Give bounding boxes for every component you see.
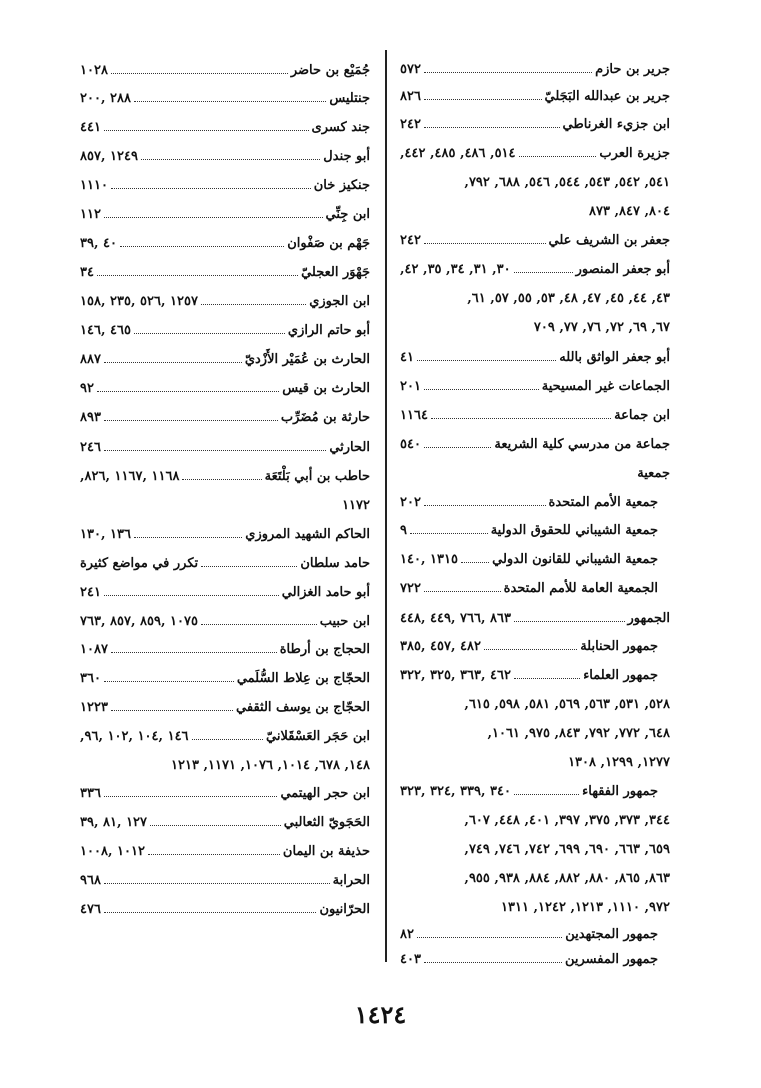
index-entry (80, 607, 370, 636)
entry-name: حارثة بن مُضَرِّب (280, 410, 370, 425)
index-entry (400, 748, 670, 778)
dot-leader (104, 786, 278, 797)
entry-pages: تكرر في مواضع كثيرة (80, 556, 199, 571)
index-entry (400, 111, 670, 139)
entry-pages: ٢٤٦ (80, 440, 101, 455)
index-entry (400, 806, 670, 835)
entry-pages: ٣٠, ٣١, ٣٤, ٣٥, ٤٢, (400, 262, 511, 277)
index-entry (80, 722, 370, 751)
index-column-left (80, 56, 370, 924)
entry-pages: ٥٤١, ٥٤٢, ٥٤٣, ٥٤٤, ٥٤٦, ٦٨٨, ٧٩٢, (464, 175, 670, 190)
entry-pages: ١٠٧٥ ,٨٥٩ ,٨٥٧ ,٧٦٣ (80, 614, 198, 629)
index-entry (80, 113, 370, 142)
dot-leader (104, 902, 316, 913)
entry-name: ابن حَجَر العَسْقَلانيّ (265, 729, 370, 744)
dot-leader (431, 408, 611, 419)
entry-name: أبو جعفر المنصور (575, 262, 670, 277)
entry-name: جَهْم بن صَفْوان (287, 236, 370, 251)
entry-name: أبو جعفر الواثق بالله (559, 350, 670, 365)
entry-pages: ٣٤٠ ,٣٣٩ ,٣٢٤ ,٣٢٣ (400, 784, 511, 799)
index-entry (400, 778, 670, 806)
dot-leader (182, 469, 261, 480)
index-entry (80, 895, 370, 924)
entry-pages: ٣٤ (80, 265, 94, 280)
index-entry (400, 83, 670, 111)
dot-leader (192, 729, 263, 740)
index-entry (80, 403, 370, 433)
dot-leader (104, 440, 326, 451)
entry-name: الحجّاج بن يوسف الثقفي (236, 700, 370, 715)
entry-name: جزيرة العرب (599, 146, 670, 161)
entry-pages: ٣٣٦ (80, 786, 101, 801)
entry-pages: ٢٠١ (400, 379, 421, 394)
dot-leader (519, 146, 597, 157)
index-entry (400, 139, 670, 168)
entry-name: جمهور العلماء (583, 668, 658, 683)
entry-name: الحرابة (332, 873, 370, 888)
entry-name: جمهور المفسرين (564, 952, 658, 967)
index-entry (400, 343, 670, 372)
dot-leader (201, 294, 306, 305)
entry-pages: ٤٠٣ (400, 952, 421, 967)
dot-leader (514, 262, 573, 273)
index-entry (80, 142, 370, 171)
entry-name: جمهور الحنابلة (580, 639, 658, 654)
dot-leader (514, 611, 625, 622)
entry-pages: ١٤٨, ٦٧٨, ١٠١٤, ١٠٧٦, ١١٧١, ١٢١٣ (171, 758, 370, 773)
dot-leader (111, 642, 277, 653)
dot-leader (104, 873, 330, 884)
entry-name: جرير بن حازم (595, 62, 670, 77)
entry-pages: ٨٩٣ (80, 410, 101, 425)
entry-pages: ٧٢٢ (400, 581, 421, 596)
entry-pages: ٨٨٧ (80, 352, 101, 367)
index-entry (80, 780, 370, 808)
entry-pages: ٢٠٢ (400, 495, 421, 510)
entry-pages: ١٢٥٧ ,٥٢٦ ,٢٣٥ ,١٥٨ (80, 294, 198, 309)
entry-pages: ٤٤١ (80, 120, 101, 135)
entry-name: ابن الجوزي (309, 294, 370, 309)
index-entry (400, 633, 670, 661)
entry-name: أبو حاتم الرازي (287, 323, 370, 338)
index-entry (400, 690, 670, 719)
entry-pages: ١٣١٥ ,١٤٠ (400, 552, 458, 567)
entry-name: الحَجَويّ الثعالبي (283, 815, 370, 830)
index-entry (400, 401, 670, 430)
entry-pages: ٤٦٢ ,٣٦٣ ,٣٢٥ ,٣٢٢ (400, 668, 511, 683)
entry-pages: ١١٦٤ (400, 408, 428, 423)
entry-name: الحارث بن قيس (282, 381, 370, 396)
index-column-right (400, 56, 670, 972)
entry-pages: ٢٤٢ (400, 233, 421, 248)
entry-name: الحاكم الشهيد المروزي (245, 527, 370, 542)
entry-pages: ٩٦٨ (80, 873, 101, 888)
entry-name: جمعية الأمم المتحدة (548, 495, 658, 510)
entry-name: جمعية الشيباني للقانون الدولي (492, 552, 658, 567)
dot-leader (120, 236, 284, 247)
dot-leader (417, 927, 562, 938)
index-entry (80, 693, 370, 722)
dot-leader (424, 437, 491, 448)
entry-pages: ٨٦٣ ,٧٦٦ ,٤٤٩ ,٤٤٨ (400, 611, 511, 626)
entry-pages: ٢٨٨ ,٢٠٠ (80, 91, 131, 106)
dot-leader (104, 671, 234, 682)
entry-pages: ١٤٦ ,١٠٤ ,١٠٢ ,٩٦, (80, 729, 189, 744)
dot-leader (484, 639, 577, 650)
entry-pages: ٦٧, ٦٩, ٧٢, ٧٦, ٧٧, ٧٠٩ (533, 320, 670, 335)
dot-leader (104, 410, 278, 421)
entry-name: جَهْوَر العجليّ (301, 265, 370, 280)
index-entry (400, 947, 670, 972)
entry-pages: ١١٦٨ ,١١٦٧ ,٨٢٦, (80, 469, 180, 484)
index-entry (80, 85, 370, 113)
index-entry (80, 171, 370, 200)
entry-pages: ٥٢٨, ٥٣١, ٥٦٣, ٥٦٩, ٥٨١, ٥٩٨, ٦١٥, (464, 697, 670, 712)
entry-name: الحرّانيون (319, 902, 370, 917)
index-entry (80, 837, 370, 866)
entry-name: ابن جزيء الغرناطي (562, 117, 670, 132)
index-entry (400, 922, 670, 947)
entry-pages: ٤١ (400, 350, 414, 365)
dot-leader (134, 323, 285, 334)
dot-leader (104, 207, 323, 218)
dot-leader (514, 784, 579, 795)
entry-name: جند كسرى (311, 120, 370, 135)
index-entry (400, 661, 670, 690)
entry-pages: ١٢٧ ,٨١ ,٣٩ (80, 815, 148, 830)
column-divider (385, 50, 387, 962)
entry-pages: ٤٨٢ ,٤٥٧ ,٣٨٥ (400, 639, 481, 654)
entry-name: جمهور الفقهاء (582, 784, 658, 799)
entry-pages: ٦٤٨, ٧٧٢, ٧٩٢, ٨٤٣, ٩٧٥, ١٠٦١, (487, 726, 670, 741)
index-entry (80, 229, 370, 258)
entry-pages: ١١١٠ (80, 178, 108, 193)
dot-leader (424, 233, 546, 244)
page-number: ١٤٢٤ (354, 1000, 407, 1029)
dot-leader (201, 556, 297, 567)
index-entry (80, 287, 370, 316)
entry-name: الحجّاج بن عِلاط السُّلَمي (236, 671, 370, 686)
index-entry (80, 462, 370, 491)
entry-pages: ٨٢ (400, 927, 414, 942)
entry-name: الحجاج بن أرطاة (279, 642, 370, 657)
index-entry (400, 255, 670, 284)
entry-pages: ١٠٢٨ (80, 63, 108, 78)
dot-leader (514, 668, 580, 679)
dot-leader (424, 62, 592, 73)
entry-pages: ٩ (400, 523, 407, 538)
index-entry (400, 430, 670, 459)
index-entry (80, 491, 370, 520)
dot-leader (424, 952, 562, 963)
entry-name: جمعية الشيباني للحقوق الدولية (490, 523, 658, 538)
index-entry (80, 866, 370, 895)
dot-leader (104, 120, 309, 131)
entry-name: الجمهور (627, 611, 670, 626)
dot-leader (111, 700, 233, 711)
entry-pages: ١٢٧٧, ١٢٩٩, ١٣٠٨ (568, 755, 670, 770)
entry-name: ابن حبيب (319, 614, 370, 629)
entry-name: حذيفة بن اليمان (282, 844, 370, 859)
entry-name: الحارثي (329, 440, 370, 455)
index-entry (80, 56, 370, 85)
entry-pages: ٨٢٦ (400, 89, 421, 104)
dot-leader (97, 381, 279, 392)
entry-pages: ٥٤٠ (400, 437, 421, 452)
dot-leader (141, 149, 320, 160)
index-entry (400, 168, 670, 197)
index-entry (80, 433, 370, 462)
index-entry (400, 893, 670, 922)
dot-leader (134, 527, 242, 538)
entry-pages: ٤٧٦ (80, 902, 101, 917)
entry-name: جمعية (637, 466, 670, 481)
entry-pages: ١٢٤٩ ,٨٥٧ (80, 149, 138, 164)
index-entry (80, 258, 370, 287)
index-entry (400, 372, 670, 401)
entry-name: جمهور المجتهدين (565, 927, 658, 942)
entry-name: حامد سلطان (300, 556, 370, 571)
entry-pages: ١٠١٢ ,١٠٠٨ (80, 844, 145, 859)
dot-leader (111, 178, 311, 189)
entry-pages: ٩٢ (80, 381, 94, 396)
entry-pages: ٢٤١ (80, 585, 101, 600)
dot-leader (201, 614, 317, 625)
index-entry (400, 488, 670, 517)
entry-pages: ٢٤٢ (400, 117, 421, 132)
index-entry (80, 520, 370, 549)
dot-leader (417, 350, 556, 361)
dot-leader (104, 352, 242, 363)
entry-pages: ٨٦٣, ٨٦٥, ٨٨٠, ٨٨٢, ٨٨٤, ٩٣٨, ٩٥٥, (464, 871, 670, 886)
dot-leader (134, 91, 326, 102)
index-entry (80, 664, 370, 693)
dot-leader (111, 63, 288, 74)
entry-pages: ٦٥٩, ٦٦٣, ٦٩٠, ٦٩٩, ٧٤٢, ٧٤٦, ٧٤٩, (464, 842, 670, 857)
dot-leader (97, 265, 298, 276)
dot-leader (150, 815, 281, 826)
dot-leader (410, 523, 488, 534)
dot-leader (461, 552, 489, 563)
index-entry (80, 200, 370, 229)
dot-leader (148, 844, 280, 855)
entry-pages: ٨٠٤, ٨٤٧, ٨٧٣ (589, 204, 670, 219)
index-entry (400, 226, 670, 255)
entry-pages: ٣٤٤, ٣٧٣, ٣٧٥, ٣٩٧, ٤٠١, ٤٤٨, ٦٠٧, (464, 813, 670, 828)
index-entry (400, 835, 670, 864)
entry-name: جعفر بن الشريف علي (548, 233, 670, 248)
index-entry (80, 345, 370, 374)
index-entry (400, 864, 670, 893)
entry-pages: ٩٧٢, ١١١٠, ١٢١٣, ١٢٤٢, ١٣١١ (501, 900, 670, 915)
entry-name: حاطب بن أبي بَلْتَعَة (264, 469, 370, 484)
index-entry (80, 751, 370, 780)
index-entry (400, 604, 670, 633)
entry-name: جرير بن عبدالله البَجَليّ (544, 89, 670, 104)
entry-pages: ٤٦٥ ,١٤٦ (80, 323, 131, 338)
index-entry (80, 316, 370, 345)
index-entry (400, 517, 670, 545)
entry-pages: ٥١٤, ٤٨٦, ٤٨٥, ٤٤٢, (400, 146, 516, 161)
entry-pages: ٤٣, ٤٤, ٤٥, ٤٧, ٤٨, ٥٣, ٥٥, ٥٧, ٦١, (467, 291, 670, 306)
index-entry (400, 313, 670, 343)
entry-name: جنتليس (329, 91, 370, 106)
entry-name: ابن جماعة (614, 408, 670, 423)
index-entry (80, 549, 370, 578)
index-entry (80, 578, 370, 607)
entry-name: الحارث بن عُمَيْر الأَزْديّ (244, 352, 370, 367)
entry-name: ابن جِنِّي (325, 207, 370, 222)
entry-pages: ١١٧٢ (342, 498, 370, 513)
entry-pages: ٥٧٢ (400, 62, 421, 77)
entry-name: جنكيز خان (313, 178, 370, 193)
index-entry (400, 719, 670, 748)
dot-leader (424, 379, 539, 390)
entry-pages: ٤٠ ,٣٩ (80, 236, 117, 251)
index-entry (400, 284, 670, 313)
entry-name: الجماعات غير المسيحية (541, 379, 670, 394)
index-entry (80, 808, 370, 837)
entry-name: أبو جندل (323, 149, 370, 164)
index-entry (80, 636, 370, 664)
entry-pages: ٣٦٠ (80, 671, 101, 686)
index-entry (400, 574, 670, 604)
dot-leader (424, 581, 501, 592)
entry-pages: ١٠٨٧ (80, 642, 108, 657)
dot-leader (424, 117, 560, 128)
dot-leader (104, 585, 279, 596)
index-entry (400, 197, 670, 226)
index-entry (80, 374, 370, 403)
entry-name: الجمعية العامة للأمم المتحدة (503, 581, 658, 596)
entry-pages: ١١٢ (80, 207, 101, 222)
dot-leader (424, 89, 542, 100)
entry-name: أبو حامد الغزالي (281, 585, 370, 600)
entry-pages: ١٣٦ ,١٣٠ (80, 527, 131, 542)
entry-name: جُمَيْع بن حاضر (290, 63, 370, 78)
index-entry (400, 56, 670, 83)
entry-name: ابن حجر الهيتمي (280, 786, 370, 801)
entry-pages: ١٢٢٣ (80, 700, 108, 715)
dot-leader (424, 495, 546, 506)
index-entry (400, 545, 670, 574)
entry-name: جماعة من مدرسي كلية الشريعة (494, 437, 670, 452)
index-entry (400, 459, 670, 488)
